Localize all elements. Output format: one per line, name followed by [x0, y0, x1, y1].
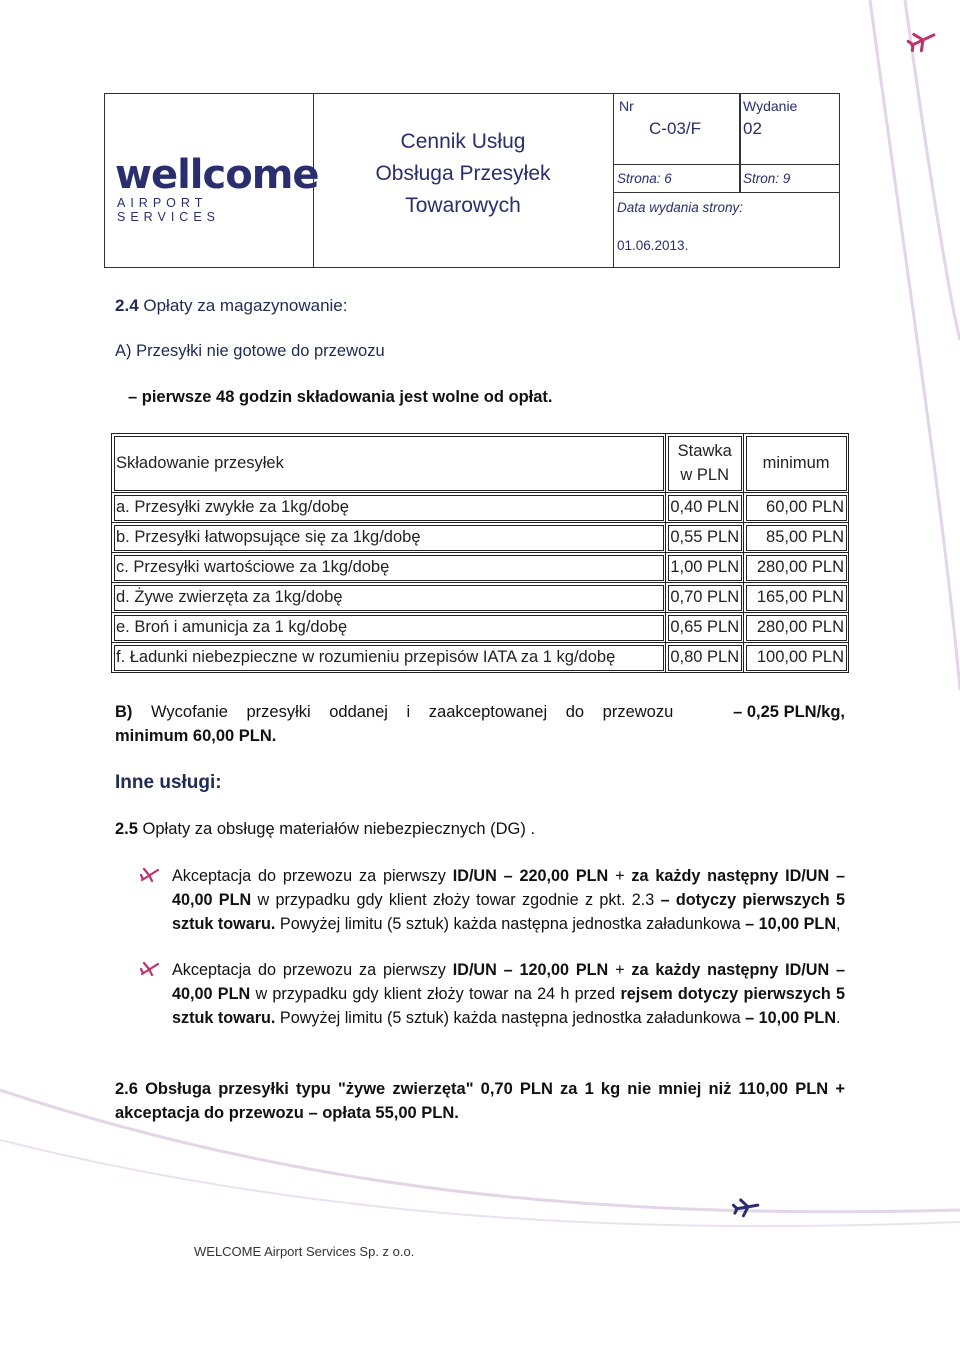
plane-bullet-icon [140, 867, 160, 883]
free-storage-note: – pierwsze 48 godzin składowania jest wolne od opłat. [128, 388, 553, 406]
table-row: a. Przesyłki zwykłe za 1kg/dobę 0,40 PLN 60,00 PLN [112, 493, 849, 523]
table-row: d. Żywe zwierzęta za 1kg/dobę 0,70 PLN 165,00 PLN [112, 583, 849, 613]
section-2-6: 2.6 Obsługa przesyłki typu "żywe zwierzęta" 0,70 PLN za 1 kg nie mniej niż 110,00 PLN + akceptacja do przewozu – opłata 55,00 PLN. [115, 1080, 845, 1122]
table-row: c. Przesyłki wartościowe za 1kg/dobę 1,00 PLN 280,00 PLN [112, 553, 849, 583]
document-header [104, 93, 840, 268]
table-row: b. Przesyłki łatwopsujące się za 1kg/dobę 0,55 PLN 85,00 PLN [112, 523, 849, 553]
table-header: minimum [744, 434, 849, 493]
storage-fee-table [111, 433, 849, 673]
dg-acceptance-item-2: Akceptacja do przewozu za pierwszy ID/UN – 120,00 PLN + za każdy następny ID/UN – 40,00 PLN w przypadku gdy klient złoży towar na 24 h przed rejsem dotyczy pierwszych 5 sztuk towaru. Powyżej limitu (5 sztuk) każda następna jednostka załadunkowa – 10,00 PLN. [172, 961, 846, 1027]
other-services-heading: Inne usługi: [115, 772, 222, 793]
issue-date-label: Data wydania strony: [617, 200, 744, 215]
title-line: Obsługa Przesyłek [375, 162, 551, 185]
title-line: Towarowych [405, 194, 521, 217]
meta-cell [613, 94, 839, 267]
dg-acceptance-item-1: Akceptacja do przewozu za pierwszy ID/UN – 220,00 PLN + za każdy następny ID/UN – 40,00 PLN w przypadku gdy klient złoży towar zgodnie z pkt. 2.3 – dotyczy pierwszych 5 sztuk towaru. Powyżej limitu (5 sztuk) każda następna jednostka załadunkowa – 10,00 PLN, [172, 867, 846, 933]
nr-label: Nr [619, 98, 634, 114]
table-header: Stawka w PLN [666, 434, 744, 493]
table-header-row [112, 434, 849, 493]
page-count: Stron: 9 [743, 171, 791, 186]
table-header: Składowanie przesyłek [112, 434, 666, 493]
table-row: e. Broń i amunicja za 1 kg/dobę 0,65 PLN 280,00 PLN [112, 613, 849, 643]
company-logo: wellcome [115, 152, 319, 198]
footer-company-name: WELCOME Airport Services Sp. z o.o. [194, 1244, 415, 1259]
logo-cell [105, 94, 319, 267]
issue-date-value: 01.06.2013. [617, 238, 689, 253]
section-heading-2-5: 2.5 Opłaty za obsługę materiałów niebezpiecznych (DG) . [115, 820, 536, 838]
table-row: f. Ładunki niebezpieczne w rozumieniu przepisów IATA za 1 kg/dobę 0,80 PLN 100,00 PLN [112, 643, 849, 673]
page-number: Strona: 6 [617, 171, 672, 186]
wydanie-label: Wydanie [743, 98, 798, 114]
document-title [313, 126, 613, 222]
plane-icon-bottom [733, 1197, 759, 1217]
subsection-b: B) Wycofanie przesyłki oddanej i zaakceptowanej do przewozu – 0,25 PLN/kg, minimum 60,00 PLN. [115, 703, 845, 745]
section-heading-2-4: 2.4 Opłaty za magazynowanie: [115, 296, 348, 315]
title-cell [313, 94, 614, 267]
plane-bullet-icon [140, 961, 160, 977]
wydanie-value: 02 [743, 119, 762, 138]
title-line: Cennik Usług [400, 130, 526, 153]
subsection-a: A) Przesyłki nie gotowe do przewozu [115, 342, 385, 360]
logo-subtitle: AIRPORT SERVICES [117, 196, 220, 224]
nr-value: C-03/F [649, 119, 701, 138]
